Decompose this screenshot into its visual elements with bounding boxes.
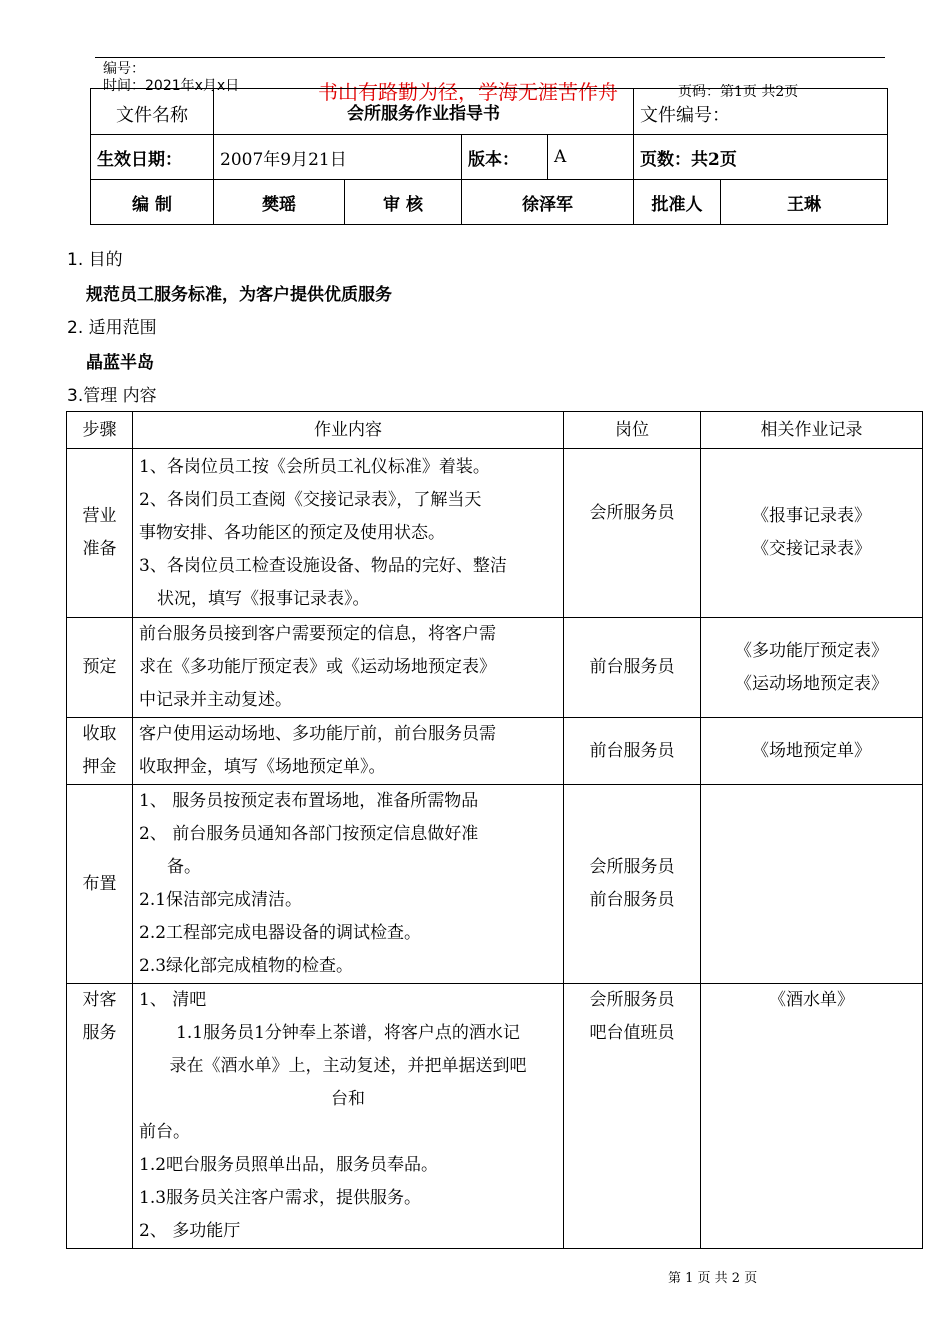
table-row (67, 984, 923, 1249)
document-info-table (90, 88, 888, 225)
content-cell: 前台服务员接到客户需要预定的信息，将客户需 求在《多功能厅预定表》或《运动场地预定表》 中记录并主动复述。 (133, 618, 564, 718)
page-count: 页数：共2页 (634, 135, 888, 180)
compile-label: 编 制 (91, 180, 214, 225)
records-cell: 《报事记录表》 《交接记录表》 (701, 449, 923, 618)
header-content: 作业内容 (133, 412, 564, 449)
header-rule (95, 57, 885, 58)
table-row (67, 449, 923, 618)
post-cell: 会所服务员 前台服务员 (564, 785, 701, 984)
time-label: 时间：2021年x月x日 (103, 78, 240, 94)
page-label: 页码：第1页 共2页 (678, 84, 799, 100)
reviewer-name: 徐泽军 (462, 180, 634, 225)
compiler-name: 樊瑶 (214, 180, 345, 225)
approver-name: 王琳 (721, 180, 888, 225)
records-cell: 《场地预定单》 (701, 718, 923, 785)
content-cell: 1、 服务员按预定表布置场地，准备所需物品 2、 前台服务员通知各部门按预定信息做好准 备。 2.1保洁部完成清洁。 2.2工程部完成电器设备的调试检查。 2.3绿化部完成植物的检查。 (133, 785, 564, 984)
table-row (67, 618, 923, 718)
file-name-label: 文件名称 (91, 89, 214, 135)
step-cell: 预定 (67, 618, 133, 718)
content-cell: 1、 清吧 1.1服务员1分钟奉上茶谱，将客户点的酒水记 录在《酒水单》上，主动复述，并把单据送到吧 台和 前台。 1.2吧台服务员照单出品，服务员奉品。 1.3服务员关注客户需求，提供服务。 2、 多功能厅 (133, 984, 564, 1249)
file-no-label: 文件编号： (634, 89, 888, 135)
content-cell: 客户使用运动场地、多功能厅前，前台服务员需 收取押金，填写《场地预定单》。 (133, 718, 564, 785)
version-value: A (548, 135, 634, 180)
records-cell (701, 785, 923, 984)
section-1-body: 规范员工服务标准，为客户提供优质服务 (86, 285, 392, 305)
header-records: 相关作业记录 (701, 412, 923, 449)
section-1-title: 1. 目的 (67, 250, 123, 270)
post-cell: 会所服务员 (564, 449, 701, 618)
header-post: 岗位 (564, 412, 701, 449)
header-step: 步骤 (67, 412, 133, 449)
content-cell: 1、各岗位员工按《会所员工礼仪标准》着装。 2、各岗们员工查阅《交接记录表》，了解当天 事物安排、各功能区的预定及使用状态。 3、各岗位员工检查设施设备、物品的完好、整洁 状况，填写《报事记录表》。 (133, 449, 564, 618)
table-row (67, 785, 923, 984)
step-cell: 营业 准备 (67, 449, 133, 618)
step-cell: 对客 服务 (67, 984, 133, 1249)
approve-label: 批准人 (634, 180, 721, 225)
post-cell: 前台服务员 (564, 618, 701, 718)
number-label: 编号： (103, 61, 145, 77)
document-title: 会所服务作业指导书 (214, 89, 634, 135)
records-cell: 《酒水单》 (701, 984, 923, 1249)
effective-date-value: 2007年9月21日 (214, 135, 462, 180)
section-2-body: 晶蓝半岛 (86, 353, 154, 373)
table-row (67, 718, 923, 785)
step-cell: 收取 押金 (67, 718, 133, 785)
step-cell: 布置 (67, 785, 133, 984)
post-cell: 会所服务员 吧台值班员 (564, 984, 701, 1249)
review-label: 审 核 (345, 180, 462, 225)
post-cell: 前台服务员 (564, 718, 701, 785)
section-2-title: 2. 适用范围 (67, 318, 157, 338)
records-cell: 《多功能厅预定表》 《运动场地预定表》 (701, 618, 923, 718)
table-header-row (67, 412, 923, 449)
page-footer: 第 1 页 共 2 页 (668, 1271, 758, 1286)
procedure-table (66, 411, 923, 1249)
motto-text: 书山有路勤为径，学海无涯苦作舟 (318, 80, 618, 104)
section-3-title: 3.管理 内容 (67, 386, 157, 406)
effective-date-label: 生效日期： (91, 135, 214, 180)
version-label: 版本： (462, 135, 548, 180)
